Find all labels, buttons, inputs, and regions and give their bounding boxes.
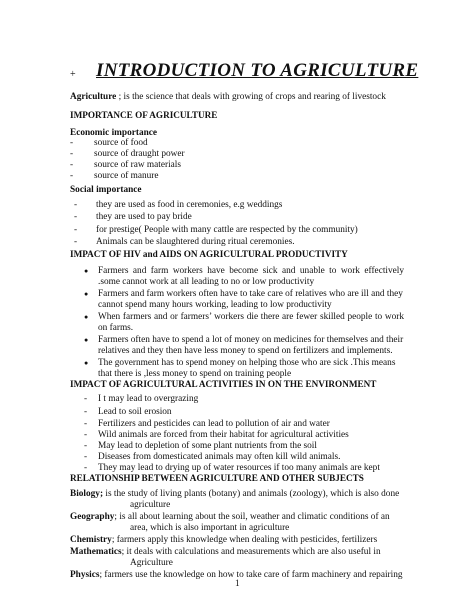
list-dash: - xyxy=(74,212,78,222)
list-dash: - xyxy=(84,407,88,417)
list-item-line: cannot spend many hours working, leading to low productivity xyxy=(98,300,332,310)
relationship-item xyxy=(70,489,399,500)
list-item: they are used to pay bride xyxy=(96,212,192,222)
list-dash: - xyxy=(70,160,74,170)
list-item: source of draught power xyxy=(94,149,185,159)
environment-heading: IMPACT OF AGRICULTURAL ACTIVITIES IN ON THE ENVIRONMENT xyxy=(70,379,377,389)
list-item: Lead to soil erosion xyxy=(98,407,172,417)
hiv-heading: IMPACT OF HIV and AIDS ON AGRICULTURAL PRODUCTIVITY xyxy=(70,249,348,259)
relationship-item xyxy=(70,535,377,546)
importance-heading: IMPORTANCE OF AGRICULTURE xyxy=(70,110,218,120)
subject-term: Geography xyxy=(70,512,115,522)
bullet-icon: ● xyxy=(84,359,89,367)
list-item-line: on farms. xyxy=(98,323,134,333)
subject-term: Biology; xyxy=(70,489,104,499)
list-dash: - xyxy=(84,463,88,473)
list-dash: - xyxy=(84,419,88,429)
list-item-line: .some cannot work at all leading to no or low productivity xyxy=(98,277,315,287)
subject-term: Physics xyxy=(70,570,100,580)
list-item: they are used as food in ceremonies, e.g weddings xyxy=(96,200,283,210)
bullet-icon: ● xyxy=(84,336,89,344)
relationship-heading: RELATIONSHIP BETWEEN AGRICULTURE AND OTHER SUBJECTS xyxy=(70,473,364,483)
title-marker: + xyxy=(70,69,76,80)
list-item: They may lead to drying up of water resources if too many animals are kept xyxy=(98,463,380,473)
subject-text: is the study of living plants (botany) and animals (zoology), which is also done xyxy=(103,489,400,499)
list-item-line: When farmers and or farmers’ workers die there are fewer skilled people to work xyxy=(98,312,404,322)
list-item: for prestige( People with many cattle are respected by the community) xyxy=(96,225,358,235)
economic-heading: Economic importance xyxy=(70,128,158,138)
social-heading: Social importance xyxy=(70,185,142,195)
relationship-item xyxy=(70,512,390,523)
relationship-item xyxy=(70,547,381,558)
bullet-icon: ● xyxy=(84,290,89,298)
list-item-line: Farmers and farm workers have become sick and unable to work effectively xyxy=(98,266,404,276)
relationship-cont: Agriculture xyxy=(130,558,173,568)
list-item: Wild animals are forced from their habitat for agricultural activities xyxy=(98,430,349,440)
list-dash: - xyxy=(84,394,88,404)
definition-text: ; is the science that deals with growing of crops and rearing of livestock xyxy=(116,92,386,102)
title-row xyxy=(70,60,450,82)
page-number: 1 xyxy=(235,579,240,589)
list-item-line: that there is ,less money to spend on training people xyxy=(98,369,292,379)
page-title: INTRODUCTION TO AGRICULTURE xyxy=(96,60,419,81)
bullet-icon: ● xyxy=(84,267,89,275)
list-item-line: relatives and they then have less money to spend on fertilizers and implements. xyxy=(98,346,393,356)
subject-term: Chemistry xyxy=(70,535,112,545)
subject-text: ; farmers use the knowledge on how to take care of farm machinery and repairing xyxy=(99,570,403,580)
list-item-line: The government has to spend money on helping those who are sick .This means xyxy=(98,358,396,368)
list-dash: - xyxy=(84,430,88,440)
list-dash: - xyxy=(70,171,74,181)
subject-text: ; farmers apply this knowledge when dealing with pesticides, fertilizers xyxy=(111,535,378,545)
list-item: source of raw materials xyxy=(94,160,181,170)
definition xyxy=(70,92,386,103)
definition-term: Agriculture xyxy=(70,92,117,102)
subject-text: ; it deals with calculations and measurements which are also useful in xyxy=(121,547,381,557)
relationship-cont: agriculture xyxy=(130,500,171,510)
list-item-line: Farmers often have to spend a lot of money on medicines for themselves and their xyxy=(98,335,404,345)
relationship-cont: area, which is also important in agriculture xyxy=(130,523,290,533)
list-item-line: Farmers and farm workers often have to take care of relatives who are ill and they xyxy=(98,289,403,299)
bullet-icon: ● xyxy=(84,313,89,321)
list-dash: - xyxy=(84,452,88,462)
list-dash: - xyxy=(70,149,74,159)
list-dash: - xyxy=(74,200,78,210)
list-dash: - xyxy=(74,225,78,235)
list-dash: - xyxy=(70,138,74,148)
list-item: source of food xyxy=(94,138,148,148)
list-item: I t may lead to overgrazing xyxy=(98,394,199,404)
subject-text: ; is all about learning about the soil, weather and climatic conditions of an xyxy=(114,512,390,522)
list-item: May lead to depletion of some plant nutrients from the soil xyxy=(98,441,317,451)
list-item: Fertilizers and pesticides can lead to pollution of air and water xyxy=(98,419,330,429)
list-item: Animals can be slaughtered during ritual ceremonies. xyxy=(96,237,295,247)
subject-term: Mathematics xyxy=(70,547,122,557)
list-item: source of manure xyxy=(94,171,159,181)
list-item: Diseases from domesticated animals may often kill wild animals. xyxy=(98,452,341,462)
list-dash: - xyxy=(84,441,88,451)
list-dash: - xyxy=(74,237,78,247)
